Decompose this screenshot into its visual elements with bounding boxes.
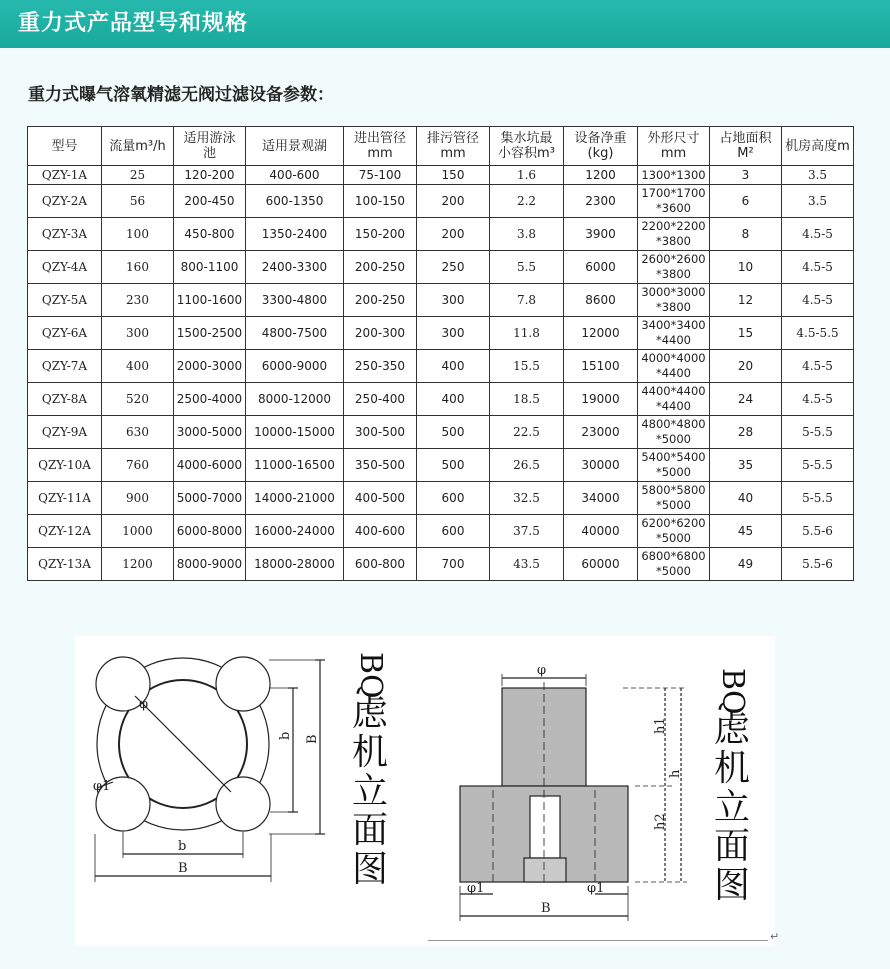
table-cell — [638, 284, 710, 317]
elevation-diagram — [75, 636, 775, 946]
table-row — [28, 383, 854, 416]
label-phi1-bottom-right: φ1 — [587, 881, 605, 896]
table-cell: 25 — [102, 166, 174, 185]
table-cell: 8600 — [564, 284, 638, 317]
column-header-line: 适用游泳 — [183, 131, 236, 146]
column-header-line: mm — [660, 146, 687, 161]
column-header — [490, 127, 564, 166]
column-header-line: mm — [440, 146, 466, 161]
dimension-line: 5400*5400 — [641, 450, 706, 464]
dimension-line: 2600*2600 — [641, 252, 706, 266]
table-cell: 500 — [417, 416, 490, 449]
spec-table — [27, 126, 854, 581]
table-cell: 15.5 — [490, 350, 564, 383]
table-cell: 15100 — [564, 350, 638, 383]
label-B-vertical: B — [305, 734, 320, 744]
table-cell — [638, 515, 710, 548]
table-cell: 15 — [710, 317, 782, 350]
column-header-line: mm — [367, 146, 393, 161]
dimension-line: 6800*6800 — [641, 549, 706, 563]
table-cell: 6 — [710, 185, 782, 218]
table-cell — [638, 482, 710, 515]
table-cell: 8000-12000 — [246, 383, 344, 416]
table-cell: 3.8 — [490, 218, 564, 251]
title-char: 图 — [713, 865, 750, 906]
label-h2: h2 — [653, 813, 668, 830]
table-row — [28, 218, 854, 251]
label-phi-left: φ — [139, 697, 149, 712]
table-cell: 22.5 — [490, 416, 564, 449]
table-cell: 600-800 — [344, 548, 417, 581]
column-header-line: 机房高度m — [785, 138, 850, 154]
column-header-line: 排污管径 — [426, 131, 479, 146]
table-cell: 800-1100 — [174, 251, 246, 284]
table-cell: 100-150 — [344, 185, 417, 218]
table-cell: 600 — [417, 515, 490, 548]
table-cell: QZY-5A — [28, 284, 102, 317]
title-char: BQ — [353, 652, 388, 699]
table-cell: QZY-13A — [28, 548, 102, 581]
label-b-horizontal: b — [178, 839, 187, 854]
table-cell: 1100-1600 — [174, 284, 246, 317]
divider-line — [428, 940, 768, 941]
table-cell: 2300 — [564, 185, 638, 218]
table-cell: 10 — [710, 251, 782, 284]
title-char: 图 — [351, 849, 388, 890]
title-char: 机 — [713, 748, 750, 789]
table-cell: 40000 — [564, 515, 638, 548]
column-header — [28, 127, 102, 166]
column-header-line: 外形尺寸 — [647, 131, 700, 146]
column-header — [710, 127, 782, 166]
table-cell: 3.5 — [782, 185, 854, 218]
label-B-bottom: B — [541, 901, 551, 916]
left-diagram-title — [350, 650, 390, 889]
column-header-line: 集水坑最 — [500, 131, 553, 146]
table-cell: 200 — [417, 218, 490, 251]
table-cell — [638, 548, 710, 581]
column-header — [782, 127, 854, 166]
page-title: 重力式产品型号和规格 — [18, 11, 249, 36]
table-cell: QZY-2A — [28, 185, 102, 218]
table-cell: 200-250 — [344, 251, 417, 284]
table-cell — [638, 185, 710, 218]
table-cell: QZY-4A — [28, 251, 102, 284]
dimension-line: *5000 — [655, 531, 692, 545]
table-cell — [638, 416, 710, 449]
table-cell: 150-200 — [344, 218, 417, 251]
dimension-line: *3800 — [655, 267, 692, 281]
table-cell: 3.5 — [782, 166, 854, 185]
table-cell: 56 — [102, 185, 174, 218]
table-cell: 11.8 — [490, 317, 564, 350]
table-cell: 40 — [710, 482, 782, 515]
table-cell: 250 — [417, 251, 490, 284]
table-cell: 19000 — [564, 383, 638, 416]
table-cell: 1.6 — [490, 166, 564, 185]
table-cell: 60000 — [564, 548, 638, 581]
dimension-line: *4400 — [655, 333, 692, 347]
table-cell: 11000-16500 — [246, 449, 344, 482]
column-header-line: 小容积m³ — [498, 146, 555, 161]
table-cell: 49 — [710, 548, 782, 581]
table-cell: 400-600 — [344, 515, 417, 548]
table-row — [28, 166, 854, 185]
table-cell — [638, 383, 710, 416]
table-row — [28, 350, 854, 383]
table-cell: 75-100 — [344, 166, 417, 185]
table-cell: 6000-8000 — [174, 515, 246, 548]
table-header-row — [28, 127, 854, 166]
table-cell: 5-5.5 — [782, 449, 854, 482]
table-cell: 8 — [710, 218, 782, 251]
table-cell: 2500-4000 — [174, 383, 246, 416]
dimension-line: *5000 — [655, 564, 692, 578]
dimension-line: *3800 — [655, 234, 692, 248]
column-header-line: 设备净重 — [574, 131, 627, 146]
table-row — [28, 515, 854, 548]
column-header — [417, 127, 490, 166]
table-row — [28, 416, 854, 449]
table-cell: QZY-3A — [28, 218, 102, 251]
table-cell: 1500-2500 — [174, 317, 246, 350]
dimension-line: *3800 — [655, 300, 692, 314]
table-cell: 250-400 — [344, 383, 417, 416]
table-cell: 12000 — [564, 317, 638, 350]
column-header-line: 适用景观湖 — [261, 138, 327, 154]
table-cell: 12 — [710, 284, 782, 317]
table-cell: 500 — [417, 449, 490, 482]
table-cell: 1200 — [564, 166, 638, 185]
table-cell: 4.5-5 — [782, 383, 854, 416]
table-cell: 400-500 — [344, 482, 417, 515]
table-cell: 4.5-5 — [782, 284, 854, 317]
column-header-line: 进出管径 — [353, 131, 406, 146]
title-char: 虑 — [713, 709, 750, 750]
table-cell: 100 — [102, 218, 174, 251]
table-cell: QZY-6A — [28, 317, 102, 350]
table-cell: 300 — [417, 317, 490, 350]
column-header — [102, 127, 174, 166]
column-header-line: 占地面积 — [719, 131, 772, 146]
table-cell: 300 — [102, 317, 174, 350]
dimension-line: *5000 — [655, 498, 692, 512]
table-cell — [638, 251, 710, 284]
table-cell: 6000 — [564, 251, 638, 284]
table-cell: 200-450 — [174, 185, 246, 218]
dimension-line: *5000 — [655, 465, 692, 479]
table-cell: QZY-9A — [28, 416, 102, 449]
table-cell: 4000-6000 — [174, 449, 246, 482]
table-cell: QZY-7A — [28, 350, 102, 383]
table-cell: 3300-4800 — [246, 284, 344, 317]
dimension-line: *3600 — [655, 201, 692, 215]
table-cell: 520 — [102, 383, 174, 416]
table-cell: 400 — [417, 383, 490, 416]
table-row — [28, 449, 854, 482]
dimension-line: 1700*1700 — [641, 186, 706, 200]
table-cell: 200 — [417, 185, 490, 218]
label-h1: h1 — [653, 717, 668, 734]
table-cell: 300-500 — [344, 416, 417, 449]
right-diagram-title — [712, 666, 752, 905]
table-cell: 4.5-5 — [782, 251, 854, 284]
table-row — [28, 284, 854, 317]
table-cell: 18000-28000 — [246, 548, 344, 581]
title-char: 立 — [351, 771, 388, 812]
table-cell: 10000-15000 — [246, 416, 344, 449]
table-cell: 4.5-5 — [782, 218, 854, 251]
table-cell: 760 — [102, 449, 174, 482]
title-char: 面 — [351, 810, 388, 851]
table-cell: 2000-3000 — [174, 350, 246, 383]
corner-circle-tr — [216, 657, 270, 711]
diagram-drawing — [75, 636, 775, 946]
table-cell: 900 — [102, 482, 174, 515]
table-cell: 600-1350 — [246, 185, 344, 218]
table-cell: 3 — [710, 166, 782, 185]
table-cell: 5-5.5 — [782, 482, 854, 515]
table-cell: 4800-7500 — [246, 317, 344, 350]
column-header — [564, 127, 638, 166]
column-header-line: 型号 — [51, 138, 78, 154]
table-cell: 160 — [102, 251, 174, 284]
table-cell: 230 — [102, 284, 174, 317]
title-char: 面 — [713, 826, 750, 867]
table-cell: 150 — [417, 166, 490, 185]
column-header-line: 池 — [202, 146, 216, 161]
table-cell: 3000-5000 — [174, 416, 246, 449]
table-cell: 5000-7000 — [174, 482, 246, 515]
dimension-line: 4800*4800 — [641, 417, 706, 431]
header-bar — [0, 0, 890, 48]
label-h: h — [668, 769, 683, 778]
table-cell: 350-500 — [344, 449, 417, 482]
column-header-line: M² — [737, 146, 754, 161]
title-char: BQ — [715, 668, 750, 715]
table-cell: 4.5-5.5 — [782, 317, 854, 350]
table-cell: 23000 — [564, 416, 638, 449]
table-cell: 8000-9000 — [174, 548, 246, 581]
table-cell: QZY-8A — [28, 383, 102, 416]
table-cell: 14000-21000 — [246, 482, 344, 515]
dimension-line: *4400 — [655, 366, 692, 380]
column-header — [246, 127, 344, 166]
table-cell: 7.8 — [490, 284, 564, 317]
column-header — [344, 127, 417, 166]
column-header — [174, 127, 246, 166]
dimension-line: 4400*4400 — [641, 384, 706, 398]
dimension-line: *5000 — [655, 432, 692, 446]
table-cell: 250-350 — [344, 350, 417, 383]
label-phi-right: φ — [537, 663, 547, 678]
table-row — [28, 548, 854, 581]
table-cell: 2400-3300 — [246, 251, 344, 284]
dimension-line: 2200*2200 — [641, 219, 706, 233]
column-header-line: (kg) — [587, 146, 614, 161]
title-char: 立 — [713, 787, 750, 828]
table-cell: 6000-9000 — [246, 350, 344, 383]
table-cell: 400 — [102, 350, 174, 383]
dimension-line: 6200*6200 — [641, 516, 706, 530]
dimension-line: 5800*5800 — [641, 483, 706, 497]
table-cell — [638, 449, 710, 482]
table-cell — [638, 218, 710, 251]
table-row — [28, 317, 854, 350]
dimension-line: 3000*3000 — [641, 285, 706, 299]
table-cell: QZY-10A — [28, 449, 102, 482]
table-body — [28, 166, 854, 581]
title-char: 虑 — [351, 693, 388, 734]
table-cell: 5.5-6 — [782, 548, 854, 581]
table-cell: 5.5-6 — [782, 515, 854, 548]
table-cell: 26.5 — [490, 449, 564, 482]
table-cell: 4.5-5 — [782, 350, 854, 383]
return-mark: ↵ — [770, 930, 780, 943]
dimension-line: 4000*4000 — [641, 351, 706, 365]
table-cell: 1000 — [102, 515, 174, 548]
table-row — [28, 185, 854, 218]
table-cell: 200-300 — [344, 317, 417, 350]
table-cell: 1200 — [102, 548, 174, 581]
table-cell: 20 — [710, 350, 782, 383]
table-cell: 700 — [417, 548, 490, 581]
table-row — [28, 251, 854, 284]
column-header — [638, 127, 710, 166]
column-header-line: 流量m³/h — [109, 138, 166, 154]
table-cell: 400-600 — [246, 166, 344, 185]
label-b-vertical: b — [278, 731, 293, 740]
table-row — [28, 482, 854, 515]
center-column — [530, 796, 560, 858]
table-cell: 300 — [417, 284, 490, 317]
table-cell: 600 — [417, 482, 490, 515]
table-cell: QZY-1A — [28, 166, 102, 185]
table-cell: 24 — [710, 383, 782, 416]
table-cell: 450-800 — [174, 218, 246, 251]
table-cell: 630 — [102, 416, 174, 449]
table-cell: 200-250 — [344, 284, 417, 317]
table-cell: 5-5.5 — [782, 416, 854, 449]
table-cell: 30000 — [564, 449, 638, 482]
table-cell: 3900 — [564, 218, 638, 251]
table-cell: 120-200 — [174, 166, 246, 185]
label-phi1-left: φ1 — [93, 779, 111, 794]
dimension-line: 1300*1300 — [641, 167, 706, 182]
table-title: 重力式曝气溶氧精滤无阀过滤设备参数： — [28, 85, 334, 105]
table-cell: 2.2 — [490, 185, 564, 218]
table-cell: 34000 — [564, 482, 638, 515]
table-cell: 400 — [417, 350, 490, 383]
table-cell: 16000-24000 — [246, 515, 344, 548]
dimension-line: *4400 — [655, 399, 692, 413]
table-cell: 35 — [710, 449, 782, 482]
table-cell: 1350-2400 — [246, 218, 344, 251]
label-phi1-bottom-left: φ1 — [467, 881, 485, 896]
table-cell: 37.5 — [490, 515, 564, 548]
table-cell: 45 — [710, 515, 782, 548]
table-cell: QZY-11A — [28, 482, 102, 515]
table-cell — [638, 350, 710, 383]
table-cell: 32.5 — [490, 482, 564, 515]
title-char: 机 — [351, 732, 388, 773]
table-cell — [638, 166, 710, 185]
table-cell: 18.5 — [490, 383, 564, 416]
table-cell — [638, 317, 710, 350]
table-cell: 28 — [710, 416, 782, 449]
label-B-horizontal: B — [178, 861, 188, 876]
table-cell: QZY-12A — [28, 515, 102, 548]
table-cell: 43.5 — [490, 548, 564, 581]
table-cell: 5.5 — [490, 251, 564, 284]
dimension-line: 3400*3400 — [641, 318, 706, 332]
